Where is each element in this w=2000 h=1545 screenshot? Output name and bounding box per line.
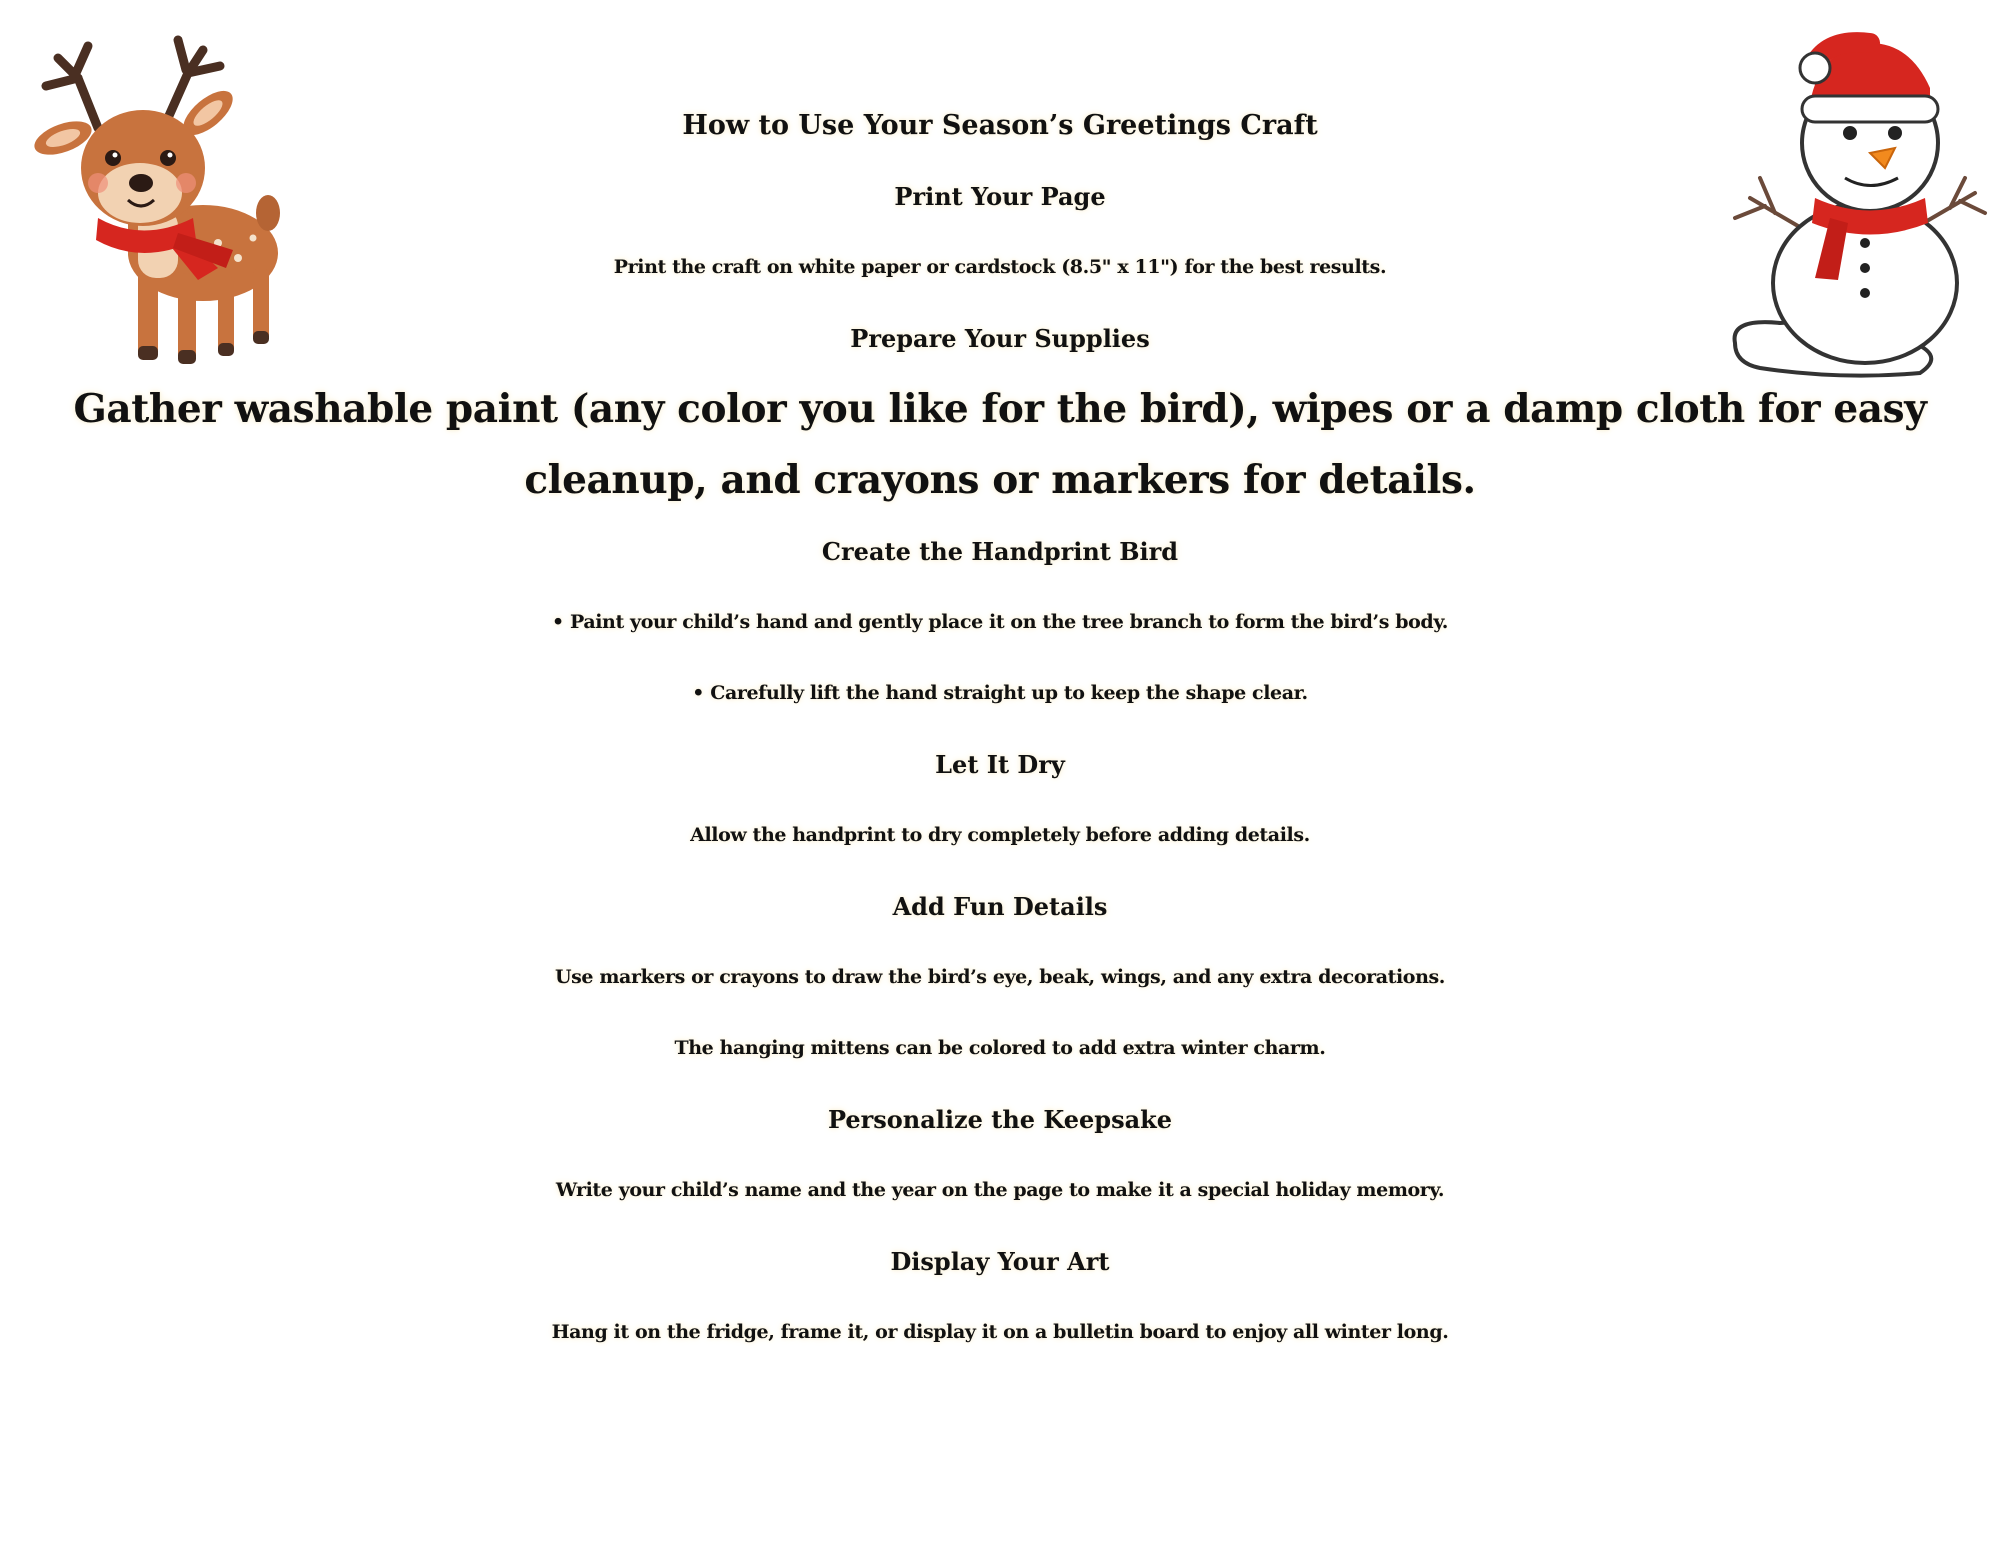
section-text-dry: Allow the handprint to dry completely before adding details. bbox=[690, 824, 1310, 846]
section-heading-details: Add Fun Details bbox=[892, 892, 1108, 921]
section-text-details-1: Use markers or crayons to draw the bird’s eye, beak, wings, and any extra decorations. bbox=[554, 966, 1446, 988]
section-heading-display: Display Your Art bbox=[890, 1247, 1110, 1276]
section-text-display: Hang it on the fridge, frame it, or display it on a bulletin board to enjoy all winter long. bbox=[551, 1321, 1449, 1343]
instructions-body bbox=[0, 90, 2000, 1368]
page-title: How to Use Your Season’s Greetings Craft bbox=[682, 110, 1318, 141]
section-text-handprint-step-1: • Paint your child’s hand and gently place it on the tree branch to form the bird’s body. bbox=[551, 611, 1448, 633]
section-heading-print: Print Your Page bbox=[894, 182, 1106, 211]
section-text-supplies: Gather washable paint (any color you like for the bird), wipes or a damp cloth for easy cleanup, and crayons or markers for details. bbox=[73, 386, 1927, 503]
section-text-personalize: Write your child’s name and the year on the page to make it a special holiday memory. bbox=[555, 1179, 1445, 1201]
section-text-print: Print the craft on white paper or cardstock (8.5" x 11") for the best results. bbox=[613, 256, 1387, 278]
section-text-details-2: The hanging mittens can be colored to add extra winter charm. bbox=[674, 1037, 1326, 1059]
section-heading-supplies: Prepare Your Supplies bbox=[850, 324, 1150, 353]
section-heading-personalize: Personalize the Keepsake bbox=[827, 1105, 1173, 1134]
section-text-handprint-step-2: • Carefully lift the hand straight up to keep the shape clear. bbox=[692, 682, 1308, 704]
section-heading-handprint: Create the Handprint Bird bbox=[821, 537, 1179, 566]
section-heading-dry: Let It Dry bbox=[935, 750, 1065, 779]
